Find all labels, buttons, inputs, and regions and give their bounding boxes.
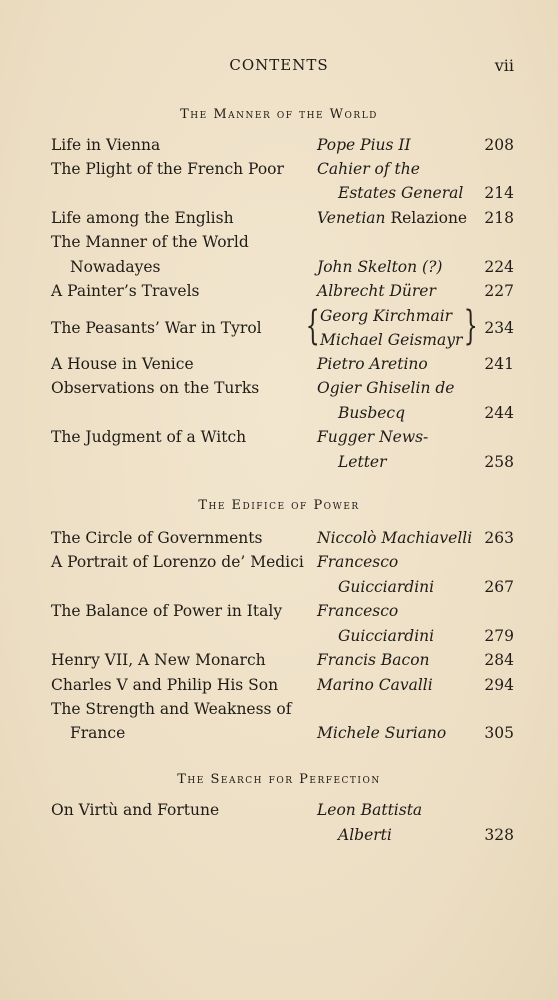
entry-title: On Virtù and Fortune [51, 801, 220, 819]
entry-author: Georg Kirchmair [320, 307, 453, 325]
entry-page: 214 [484, 184, 514, 202]
entry-author: Francis Bacon [317, 651, 430, 669]
entry-author: Guicciardini [338, 578, 435, 596]
entry-title: The Peasants’ War in Tyrol [51, 319, 262, 337]
entry-author: Albrecht Dürer [317, 282, 436, 300]
entry-title: Henry VII, A New Monarch [51, 651, 266, 669]
entry-page: 241 [484, 355, 514, 373]
entry-author: Marino Cavalli [317, 676, 433, 694]
toc-entry-continuation [0, 575, 558, 599]
toc-entry-continuation [0, 624, 558, 648]
entry-title: A House in Venice [51, 355, 194, 373]
entry-author: Leon Battista [317, 801, 423, 819]
toc-entry [0, 673, 558, 697]
entry-page: 305 [484, 724, 514, 742]
toc-entry [0, 230, 558, 254]
entry-page: 244 [484, 404, 514, 422]
entry-title: Charles V and Philip His Son [51, 676, 279, 694]
entry-title: The Balance of Power in Italy [51, 602, 283, 620]
entry-page: 218 [484, 209, 514, 227]
running-head [0, 56, 558, 78]
entry-title: Nowadayes [70, 258, 161, 276]
entry-author: Fugger News- [317, 428, 429, 446]
entry-page: 267 [484, 578, 514, 596]
entry-title: The Plight of the French Poor [51, 160, 284, 178]
entry-page: 294 [484, 676, 514, 694]
toc-entry [0, 133, 558, 157]
toc-entry [0, 157, 558, 181]
toc-entry [0, 550, 558, 574]
section-heading: The Search for Perfection [177, 772, 381, 787]
toc-entry [0, 425, 558, 449]
section-heading: The Manner of the World [180, 107, 378, 122]
toc-entry-continuation [0, 181, 558, 205]
toc-entry [0, 697, 558, 721]
entry-author: Niccolò Machiavelli [317, 529, 473, 547]
toc-entry-continuation [0, 255, 558, 279]
entry-title: France [70, 724, 126, 742]
entry-title: The Strength and Weakness of [51, 700, 292, 718]
entry-page: 328 [484, 826, 514, 844]
entry-author: Michele Suriano [317, 724, 447, 742]
entry-page: 279 [484, 627, 514, 645]
entry-title: The Manner of the World [51, 233, 249, 251]
toc-entry [0, 648, 558, 672]
left-brace: { [305, 303, 320, 349]
entry-author: Francesco [317, 602, 399, 620]
toc-entry-continuation [0, 450, 558, 474]
toc-entry [0, 206, 558, 230]
entry-page: 284 [484, 651, 514, 669]
entry-author: Pope Pius II [317, 136, 411, 154]
right-brace: } [463, 303, 478, 349]
entry-page: 227 [484, 282, 514, 300]
entry-author: John Skelton (?) [317, 258, 443, 276]
entry-title: Life among the English [51, 209, 234, 227]
entry-title: Life in Vienna [51, 136, 161, 154]
entry-title: Observations on the Turks [51, 379, 260, 397]
entry-author: Busbecq [338, 404, 406, 422]
entry-page: 224 [484, 258, 514, 276]
entry-title: The Circle of Governments [51, 529, 263, 547]
page-title: CONTENTS [229, 56, 329, 74]
entry-title: The Judgment of a Witch [51, 428, 247, 446]
entry-title: A Painter’s Travels [51, 282, 200, 300]
entry-author: Michael Geismayr [320, 331, 463, 349]
toc-entry [0, 599, 558, 623]
entry-page: 258 [484, 453, 514, 471]
entry-author: Francesco [317, 553, 399, 571]
page-number: vii [494, 56, 514, 75]
toc-entry-continuation [0, 721, 558, 745]
entry-page: 234 [484, 319, 514, 337]
toc-entry [0, 352, 558, 376]
entry-author: Cahier of the [317, 160, 420, 178]
entry-author: Alberti [338, 826, 392, 844]
entry-author: Pietro Aretino [317, 355, 428, 373]
toc-entry [0, 798, 558, 822]
entry-author: Ogier Ghiselin de [317, 379, 455, 397]
toc-entry [0, 376, 558, 400]
entry-author: Estates General [338, 184, 464, 202]
entry-page: 263 [484, 529, 514, 547]
toc-entry [0, 279, 558, 303]
entry-author: Letter [338, 453, 387, 471]
section-heading: The Edifice of Power [198, 498, 360, 513]
entry-author: Guicciardini [338, 627, 435, 645]
toc-entry [0, 526, 558, 550]
entry-title: A Portrait of Lorenzo de’ Medici [51, 553, 304, 571]
toc-entry-continuation [0, 401, 558, 425]
toc-entry-continuation [0, 823, 558, 847]
entry-page: 208 [484, 136, 514, 154]
entry-author: Venetian Relazione [317, 209, 468, 227]
